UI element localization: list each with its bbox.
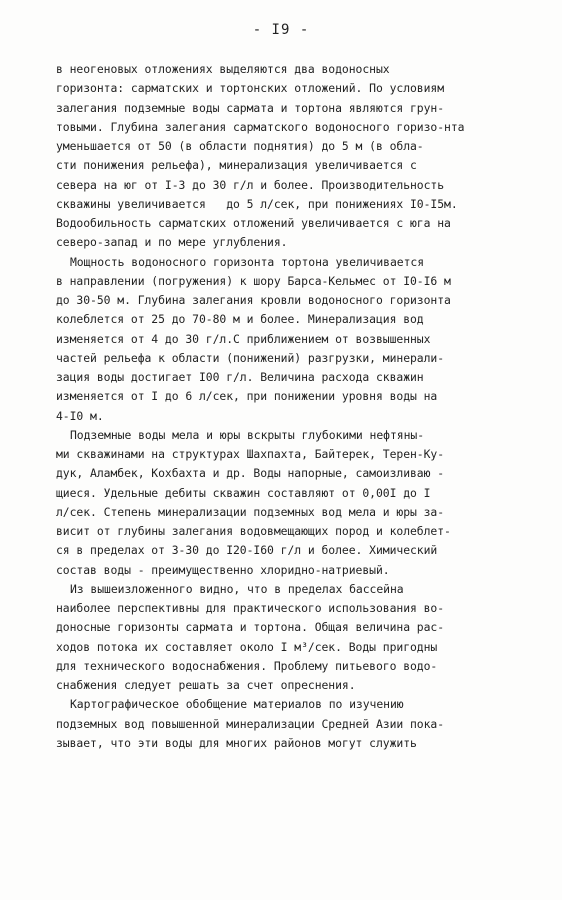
text-line: изменяется от I до 6 л/сек, при понижении уровня воды на bbox=[56, 389, 438, 404]
text-line: в направлении (погружения) к шору Барса-Кельмес от I0-I6 м bbox=[56, 273, 451, 288]
text-line: ся в пределах от 3-30 до I20-I60 г/л и более. Химический bbox=[56, 543, 438, 558]
text-line: ми скважинами на структурах Шахпахта, Байтерек, Терен-Ку- bbox=[56, 447, 445, 461]
page-number: - I9 - bbox=[252, 22, 310, 38]
text-line: горизонта: сарматских и тортонских отложений. По условиям bbox=[56, 81, 445, 96]
text-line: колеблется от 25 до 70-80 м и более. Минерализация вод bbox=[56, 312, 424, 327]
text-line: Подземные воды мела и юры вскрыты глубокими нефтяны- bbox=[70, 427, 425, 442]
text-line: северо-запад и по мере углубления. bbox=[56, 235, 288, 250]
text-line: висит от глубины залегания водовмещающих пород и колеблет- bbox=[56, 524, 451, 538]
text-line: доносные горизонты сармата и тортона. Общая величина рас- bbox=[56, 620, 445, 635]
text-line: дук, Аламбек, Кохбахта и др. Воды напорные, самоизливаю - bbox=[56, 466, 445, 481]
text-line: Картографическое обобщение материалов по изучению bbox=[70, 697, 404, 712]
text-line: состав воды - преимущественно хлоридно-натриевый. bbox=[56, 562, 390, 577]
text-line: зация воды достигает I00 г/л. Величина расхода скважин bbox=[56, 370, 424, 384]
text-line: уменьшается от 50 (в области поднятия) до 5 м (в обла- bbox=[56, 139, 424, 153]
text-line: щиеся. Удельные дебиты скважин составляют от 0,00I до I bbox=[56, 485, 431, 500]
text-line: снабжения следует решать за счет опреснения. bbox=[56, 678, 356, 692]
text-line: севера на юг от I-3 до 30 г/л и более. Производительность bbox=[56, 177, 445, 192]
text-line: скважины увеличивается до 5 л/сек, при понижениях I0-I5м. bbox=[56, 196, 458, 211]
text-line: 4-I0 м. bbox=[56, 408, 104, 423]
text-line: частей рельефа к области (понижений) разгрузки, минерали- bbox=[56, 350, 445, 365]
text-line: Из вышеизложенного видно, что в пределах бассейна bbox=[70, 581, 404, 596]
text-line: в неогеновых отложениях выделяются два водоносных bbox=[56, 62, 390, 76]
text-line: подземных вод повышенной минерализации Средней Азии пока- bbox=[56, 716, 445, 731]
text-line: наиболее перспективны для практического использования во- bbox=[56, 601, 445, 615]
text-line: до 30-50 м. Глубина залегания кровли водоносного горизонта bbox=[56, 293, 451, 307]
text-line: зывает, что эти воды для многих районов могут служить bbox=[56, 735, 417, 750]
text-line: сти понижения рельефа), минерализация увеличивается с bbox=[56, 158, 417, 173]
text-line: изменяется от 4 до 30 г/л.С приближением от возвышенных bbox=[56, 331, 431, 346]
text-line: ходов потока их составляет около I м³/сек. Воды пригодны bbox=[56, 639, 438, 654]
text-line: л/сек. Степень минерализации подземных вод мела и юры за- bbox=[56, 504, 445, 519]
text-line: Водообильность сарматских отложений увеличивается с юга на bbox=[56, 216, 451, 230]
text-line: товыми. Глубина залегания сарматского водоносного горизо-нта bbox=[56, 119, 465, 134]
text-line: залегания подземные воды сармата и тортона являются грун- bbox=[56, 100, 445, 115]
text-line: для технического водоснабжения. Проблему питьевого водо- bbox=[56, 658, 438, 673]
body-text bbox=[56, 60, 526, 753]
text-line: Мощность водоносного горизонта тортона увеличивается bbox=[70, 254, 425, 269]
